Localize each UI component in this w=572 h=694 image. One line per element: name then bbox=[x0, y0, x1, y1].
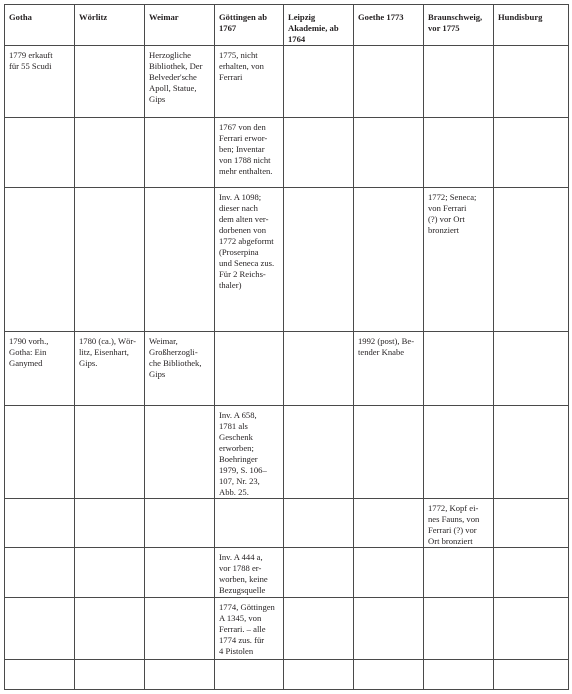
table-cell-leipzig bbox=[284, 188, 354, 332]
table-cell-leipzig bbox=[284, 332, 354, 406]
table-cell-gotha bbox=[5, 332, 75, 406]
table-cell-gotha bbox=[5, 188, 75, 332]
table-cell-weimar bbox=[145, 332, 215, 406]
table-cell-gotha bbox=[5, 598, 75, 660]
column-header-goettingen: Göttingen ab 1767 bbox=[215, 5, 284, 46]
table-cell-leipzig bbox=[284, 46, 354, 118]
table-cell-leipzig bbox=[284, 660, 354, 690]
table-cell-weimar bbox=[145, 598, 215, 660]
table-cell-braunschweig bbox=[424, 118, 494, 188]
table-row bbox=[5, 598, 569, 660]
table-cell-gotha bbox=[5, 46, 75, 118]
provenance-table bbox=[4, 4, 569, 690]
table-cell-weimar bbox=[145, 499, 215, 548]
table-cell-leipzig bbox=[284, 598, 354, 660]
table-cell-hundisburg bbox=[494, 188, 569, 332]
table-cell-weimar bbox=[145, 660, 215, 690]
table-cell-hundisburg bbox=[494, 660, 569, 690]
table-cell-goettingen bbox=[215, 548, 284, 598]
table-cell-hundisburg bbox=[494, 406, 569, 499]
cell-text: 1774, Göttingen A 1345, von Ferrari. – alle 1774 zus. für 4 Pistolen bbox=[219, 602, 275, 656]
cell-text: 1772, Kopf ei- nes Fauns, von Ferrari (?) vor Ort bronziert bbox=[428, 503, 480, 546]
table-row bbox=[5, 188, 569, 332]
cell-text: 1790 vorh., Gotha: Ein Ganymed bbox=[9, 336, 49, 368]
column-header-gotha: Gotha bbox=[5, 5, 75, 46]
table-cell-weimar bbox=[145, 46, 215, 118]
table-cell-braunschweig bbox=[424, 406, 494, 499]
table-row bbox=[5, 332, 569, 406]
table-cell-goettingen bbox=[215, 598, 284, 660]
table-cell-woerlitz bbox=[75, 406, 145, 499]
table-cell-braunschweig bbox=[424, 188, 494, 332]
table-cell-goethe bbox=[354, 332, 424, 406]
table-row bbox=[5, 118, 569, 188]
table-cell-weimar bbox=[145, 548, 215, 598]
table-cell-goethe bbox=[354, 548, 424, 598]
table-cell-woerlitz bbox=[75, 188, 145, 332]
table-row bbox=[5, 406, 569, 499]
column-header-weimar: Weimar bbox=[145, 5, 215, 46]
table-cell-goettingen bbox=[215, 660, 284, 690]
table-cell-weimar bbox=[145, 118, 215, 188]
table-cell-goethe bbox=[354, 118, 424, 188]
table-cell-goettingen bbox=[215, 188, 284, 332]
table-header-row bbox=[5, 5, 569, 46]
cell-text: 1772; Seneca; von Ferrari (?) vor Ort bronziert bbox=[428, 192, 477, 235]
table-cell-goettingen bbox=[215, 46, 284, 118]
table-cell-goethe bbox=[354, 598, 424, 660]
table-row bbox=[5, 499, 569, 548]
table-cell-goethe bbox=[354, 188, 424, 332]
table-cell-gotha bbox=[5, 406, 75, 499]
cell-text: 1779 erkauft für 55 Scudi bbox=[9, 50, 53, 71]
table-cell-woerlitz bbox=[75, 598, 145, 660]
table-cell-braunschweig bbox=[424, 332, 494, 406]
table-cell-weimar bbox=[145, 406, 215, 499]
table-cell-hundisburg bbox=[494, 548, 569, 598]
table-cell-goettingen bbox=[215, 406, 284, 499]
table-cell-woerlitz bbox=[75, 660, 145, 690]
cell-text: 1775, nicht erhalten, von Ferrari bbox=[219, 50, 264, 82]
table-cell-gotha bbox=[5, 499, 75, 548]
column-header-woerlitz: Wörlitz bbox=[75, 5, 145, 46]
cell-text: 1767 von den Ferrari erwor- ben; Inventar von 1788 nicht mehr enthalten. bbox=[219, 122, 273, 176]
table-cell-woerlitz bbox=[75, 332, 145, 406]
table-cell-goethe bbox=[354, 660, 424, 690]
table-row bbox=[5, 548, 569, 598]
column-header-leipzig: Leipzig Akademie, ab 1764 bbox=[284, 5, 354, 46]
table-cell-gotha bbox=[5, 548, 75, 598]
column-header-goethe: Goethe 1773 bbox=[354, 5, 424, 46]
table-cell-leipzig bbox=[284, 118, 354, 188]
column-header-hundisburg: Hundisburg bbox=[494, 5, 569, 46]
table-cell-braunschweig bbox=[424, 548, 494, 598]
table-cell-hundisburg bbox=[494, 499, 569, 548]
table-cell-hundisburg bbox=[494, 332, 569, 406]
table-cell-weimar bbox=[145, 188, 215, 332]
table-cell-goethe bbox=[354, 46, 424, 118]
cell-text: 1780 (ca.), Wör- litz, Eisenhart, Gips. bbox=[79, 336, 136, 368]
table-cell-goethe bbox=[354, 406, 424, 499]
table-cell-leipzig bbox=[284, 548, 354, 598]
cell-text: Inv. A 1098; dieser nach dem alten ver- dorbenen von 1772 abgeformt (Proserpina und Seneca zus. Für 2 Reichs- thaler) bbox=[219, 192, 275, 290]
table-cell-leipzig bbox=[284, 499, 354, 548]
table-cell-braunschweig bbox=[424, 46, 494, 118]
table-cell-hundisburg bbox=[494, 46, 569, 118]
column-header-braunschweig: Braunschweig, vor 1775 bbox=[424, 5, 494, 46]
table-cell-woerlitz bbox=[75, 46, 145, 118]
table-cell-goethe bbox=[354, 499, 424, 548]
table-cell-hundisburg bbox=[494, 598, 569, 660]
cell-text: Herzogliche Bibliothek, Der Belveder'sche Apoll, Statue, Gips bbox=[149, 50, 203, 104]
table-cell-woerlitz bbox=[75, 499, 145, 548]
cell-text: Weimar, Großherzogli- che Bibliothek, Gips bbox=[149, 336, 202, 379]
table-cell-woerlitz bbox=[75, 548, 145, 598]
table-cell-goettingen bbox=[215, 499, 284, 548]
table-cell-goettingen bbox=[215, 332, 284, 406]
table-cell-braunschweig bbox=[424, 660, 494, 690]
table-cell-braunschweig bbox=[424, 499, 494, 548]
table-cell-gotha bbox=[5, 660, 75, 690]
table-cell-hundisburg bbox=[494, 118, 569, 188]
cell-text: Inv. A 658, 1781 als Geschenk erworben; Boehringer 1979, S. 106– 107, Nr. 23, Abb. 25. bbox=[219, 410, 267, 497]
table-row bbox=[5, 660, 569, 690]
table-cell-leipzig bbox=[284, 406, 354, 499]
table-cell-woerlitz bbox=[75, 118, 145, 188]
table-row bbox=[5, 46, 569, 118]
table-body bbox=[5, 46, 569, 690]
table-cell-braunschweig bbox=[424, 598, 494, 660]
cell-text: Inv. A 444 a, vor 1788 er- worben, keine Bezugsquelle bbox=[219, 552, 268, 595]
cell-text: 1992 (post), Be- tender Knabe bbox=[358, 336, 415, 357]
table-cell-goettingen bbox=[215, 118, 284, 188]
table-cell-gotha bbox=[5, 118, 75, 188]
